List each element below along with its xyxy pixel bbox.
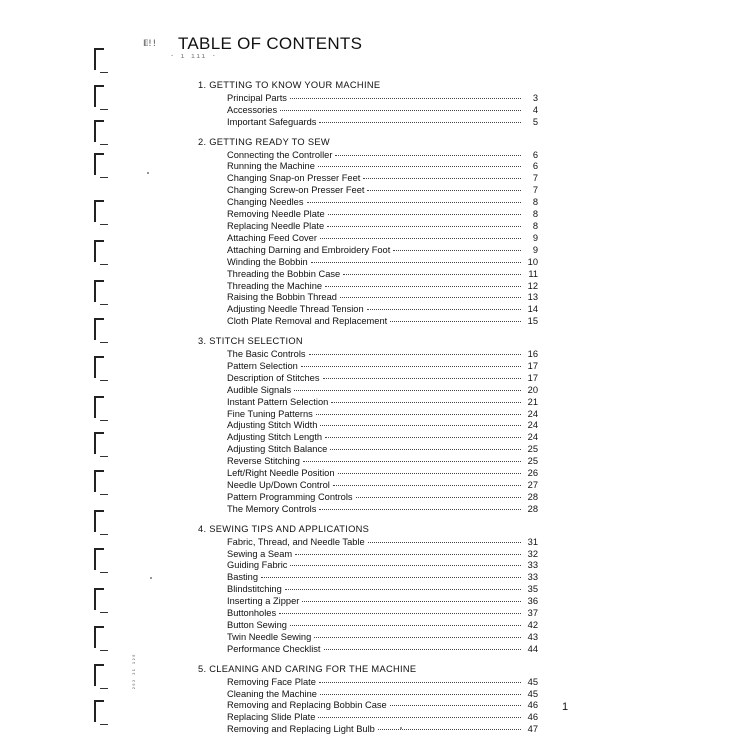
margin-print-code: ₂₀₂ ₂₁ ₁₂₀ [130,653,137,690]
toc-entry [227,281,538,293]
toc-entry-label: Cloth Plate Removal and Replacement [227,316,388,327]
toc-entry [227,197,538,209]
toc-entry-page: 45 [527,676,538,687]
leader-dots [343,273,521,275]
section-title: 3. STITCH SELECTION [198,336,303,347]
leader-dots [318,716,521,718]
toc-entry-label: Adjusting Stitch Length [227,432,323,443]
toc-entry-page: 33 [527,572,538,583]
toc-entry-page: 43 [527,631,538,642]
toc-entry-page: 3 [532,92,538,103]
leader-dots [318,165,521,167]
binding-ring [88,120,110,150]
toc-entry-label: Adjusting Stitch Balance [227,444,328,455]
binding-ring [88,626,110,656]
toc-entry [227,361,538,373]
binding-ring [88,510,110,540]
leader-dots [314,636,521,638]
binding-ring [88,588,110,618]
leader-dots [319,121,521,123]
leader-dots [363,177,521,179]
toc-entry-page: 5 [532,116,538,127]
toc-entry-page: 46 [527,700,538,711]
toc-entry-label: Needle Up/Down Control [227,480,330,490]
toc-entry [227,150,538,162]
toc-entry-page: 20 [527,384,538,395]
toc-entry-page: 12 [527,280,538,291]
toc-entry [227,385,538,397]
toc-entry-page: 14 [527,304,538,315]
binding-ring [88,548,110,578]
binding-ring [88,318,110,348]
toc-entry-label: Changing Needles [227,197,304,208]
leader-dots [309,353,521,355]
toc-entry [227,700,538,712]
leader-dots [280,109,521,111]
section-title: 5. CLEANING AND CARING FOR THE MACHINE [198,663,417,674]
toc-section [198,80,538,129]
toc-entry [227,456,538,468]
toc-entry [227,93,538,105]
leader-dots [325,436,521,438]
toc-entry-page: 17 [527,360,538,371]
toc-entry-page: 25 [527,444,538,455]
toc-entry-page: 24 [527,408,538,419]
toc-entry-page: 7 [532,185,538,196]
toc-entry-label: Buttonholes [227,608,277,619]
leader-dots [303,460,521,462]
toc-entry [227,677,538,689]
toc-entry-page: 6 [532,161,538,172]
leader-dots [333,484,521,486]
toc-entry [227,560,538,572]
toc-entry [227,420,538,432]
toc-entry-label: The Memory Controls [227,503,317,514]
toc-entry [227,549,538,561]
toc-entry-page: 31 [527,536,538,547]
leader-dots [319,508,521,510]
toc-entry-page: 17 [527,372,538,383]
page-title: TABLE OF CONTENTS [178,34,363,53]
toc-entry-page: 4 [532,104,538,115]
toc-entry-label: Fabric, Thread, and Needle Table [227,536,365,547]
toc-entry [227,257,538,269]
toc-entry [227,596,538,608]
toc-entry [227,572,538,584]
leader-dots [327,225,521,227]
toc-entry [227,480,538,492]
leader-dots [301,365,521,367]
toc-entry-label: Audible Signals [227,384,292,395]
leader-dots [340,296,521,298]
toc-entry [227,373,538,385]
toc-entry-page: 27 [527,480,538,490]
binding-ring [88,240,110,270]
toc-entry [227,209,538,221]
toc-entry-page: 24 [527,420,538,431]
binding-ring [88,85,110,115]
toc-entry-label: Cleaning the Machine [227,688,317,699]
toc-entry [227,537,538,549]
toc-entry-label: Removing and Replacing Bobbin Case [227,700,387,711]
leader-dots [320,693,521,695]
toc-entry-label: Blindstitching [227,584,282,595]
leader-dots [367,308,521,310]
toc-entry-page: 28 [527,491,538,502]
leader-dots [390,704,521,706]
toc-entry [227,221,538,233]
toc-entry-page: 8 [532,197,538,208]
binding-ring [88,356,110,386]
toc-entry-label: Attaching Darning and Embroidery Foot [227,244,391,255]
toc-entry-page: 9 [532,244,538,255]
binding-ring [88,470,110,500]
toc-entry-label: Sewing a Seam [227,548,293,559]
page-number: 1 [562,701,569,713]
toc-entry-page: 32 [527,548,538,559]
table-of-contents [198,80,538,744]
binding-ring [88,396,110,426]
toc-entry-label: Important Safeguards [227,116,317,127]
section-title: 2. GETTING READY TO SEW [198,136,330,147]
toc-entry [227,444,538,456]
leader-dots [356,496,521,498]
toc-entry-page: 45 [527,688,538,699]
toc-entry-label: Attaching Feed Cover [227,232,317,243]
toc-entry [227,117,538,129]
toc-entry-label: Removing Face Plate [227,676,316,687]
toc-entry-page: 47 [527,724,538,735]
toc-entry-label: Threading the Machine [227,280,323,291]
leader-dots [319,681,521,683]
toc-section [198,524,538,656]
speck [400,727,402,729]
toc-entry-label: Removing Needle Plate [227,209,325,220]
toc-entry [227,644,538,656]
section-title: 1. GETTING TO KNOW YOUR MACHINE [198,80,381,90]
binding-ring [88,48,110,78]
header-noise: · ı ııı · [170,52,217,60]
toc-entry-page: 28 [527,503,538,514]
header-scribble: Ⅰ𝕀!! [143,39,157,49]
toc-section [198,336,538,516]
toc-entry-label: Principal Parts [227,92,287,103]
toc-entry-label: Basting [227,572,259,583]
toc-entry-label: Raising the Bobbin Thread [227,292,337,303]
toc-entry-page: 36 [527,596,538,607]
leader-dots [328,213,521,215]
toc-entry-label: Adjusting Needle Thread Tension [227,304,364,315]
toc-entry-label: Threading the Bobbin Case [227,268,341,279]
toc-entry-label: Adjusting Stitch Width [227,420,318,431]
toc-entry [227,233,538,245]
leader-dots [324,648,521,650]
toc-entry [227,292,538,304]
leader-dots [261,576,521,578]
toc-entry-page: 8 [532,209,538,220]
toc-entry [227,105,538,117]
toc-entry [227,504,538,516]
toc-entry-label: Performance Checklist [227,643,321,654]
leader-dots [307,201,522,203]
leader-dots [368,541,521,543]
toc-entry [227,173,538,185]
toc-entry [227,492,538,504]
toc-entry-label: Winding the Bobbin [227,256,308,267]
toc-entry-label: Replacing Needle Plate [227,220,325,231]
toc-entry [227,304,538,316]
toc-entry-page: 8 [532,220,538,231]
toc-entry [227,468,538,480]
binding-ring [88,700,110,730]
toc-entry [227,712,538,724]
leader-dots [294,389,521,391]
leader-dots [325,285,521,287]
toc-entry-page: 15 [527,316,538,327]
toc-entry [227,316,538,328]
leader-dots [285,588,521,590]
toc-entry [227,245,538,257]
toc-entry-label: Description of Stitches [227,372,320,383]
toc-entry-page: 46 [527,712,538,723]
toc-entry [227,409,538,421]
toc-section [198,137,538,329]
toc-entry-page: 44 [527,643,538,654]
toc-entry-label: Replacing Slide Plate [227,712,316,723]
leader-dots [331,401,521,403]
toc-entry-label: Removing and Replacing Light Bulb [227,724,375,735]
toc-entry-page: 11 [528,268,538,279]
leader-dots [338,472,522,474]
toc-entry [227,397,538,409]
toc-entry [227,620,538,632]
leader-dots [320,424,521,426]
leader-dots [290,564,521,566]
toc-entry-label: Guiding Fabric [227,560,288,571]
toc-entry-label: Pattern Selection [227,360,298,371]
toc-entry [227,432,538,444]
toc-entry [227,349,538,361]
leader-dots [335,154,521,156]
toc-entry-page: 26 [527,468,538,479]
speck [150,577,152,579]
toc-entry-label: Button Sewing [227,619,287,630]
toc-entry-page: 35 [527,584,538,595]
binding-ring [88,153,110,183]
toc-entry-label: The Basic Controls [227,349,306,360]
leader-dots [320,237,521,239]
leader-dots [323,377,522,379]
toc-entry-label: Pattern Programming Controls [227,491,353,502]
toc-entry-label: Instant Pattern Selection [227,396,329,407]
toc-entry-label: Inserting a Zipper [227,596,300,607]
toc-entry-page: 16 [527,349,538,360]
toc-entry-label: Accessories [227,104,278,115]
toc-entry-page: 10 [527,256,538,267]
toc-entry-page: 6 [532,149,538,160]
toc-entry-label: Left/Right Needle Position [227,468,335,479]
leader-dots [367,189,521,191]
spiral-binding [88,40,112,740]
leader-dots [316,413,521,415]
toc-entry-page: 24 [527,432,538,443]
toc-entry [227,689,538,701]
toc-entry [227,161,538,173]
toc-entry-page: 42 [527,619,538,630]
binding-ring [88,664,110,694]
toc-entry [227,608,538,620]
leader-dots [311,261,521,263]
section-title: 4. SEWING TIPS AND APPLICATIONS [198,523,370,534]
binding-ring [88,200,110,230]
leader-dots [302,600,521,602]
toc-entry-page: 7 [532,173,538,184]
leader-dots [279,612,521,614]
toc-entry-label: Changing Screw-on Presser Feet [227,185,365,196]
leader-dots [295,553,521,555]
toc-entry [227,632,538,644]
toc-entry-page: 13 [527,292,538,303]
toc-entry-label: Reverse Stitching [227,456,300,467]
toc-entry-label: Fine Tuning Patterns [227,408,313,419]
speck [147,172,149,174]
toc-entry-label: Twin Needle Sewing [227,631,312,642]
toc-entry-page: 25 [527,456,538,467]
toc-section [198,664,538,736]
leader-dots [330,448,521,450]
toc-entry [227,185,538,197]
leader-dots [290,97,521,99]
toc-entry-page: 21 [527,396,538,407]
toc-entry-label: Running the Machine [227,161,315,172]
toc-entry-label: Changing Snap-on Presser Feet [227,173,361,184]
toc-entry [227,584,538,596]
toc-entry-page: 33 [527,560,538,571]
leader-dots [290,624,521,626]
binding-ring [88,432,110,462]
toc-entry [227,269,538,281]
toc-entry [227,724,538,736]
leader-dots [393,249,521,251]
toc-entry-page: 9 [532,232,538,243]
binding-ring [88,280,110,310]
toc-entry-page: 37 [527,608,538,619]
leader-dots [390,320,521,322]
toc-entry-label: Connecting the Controller [227,149,333,160]
